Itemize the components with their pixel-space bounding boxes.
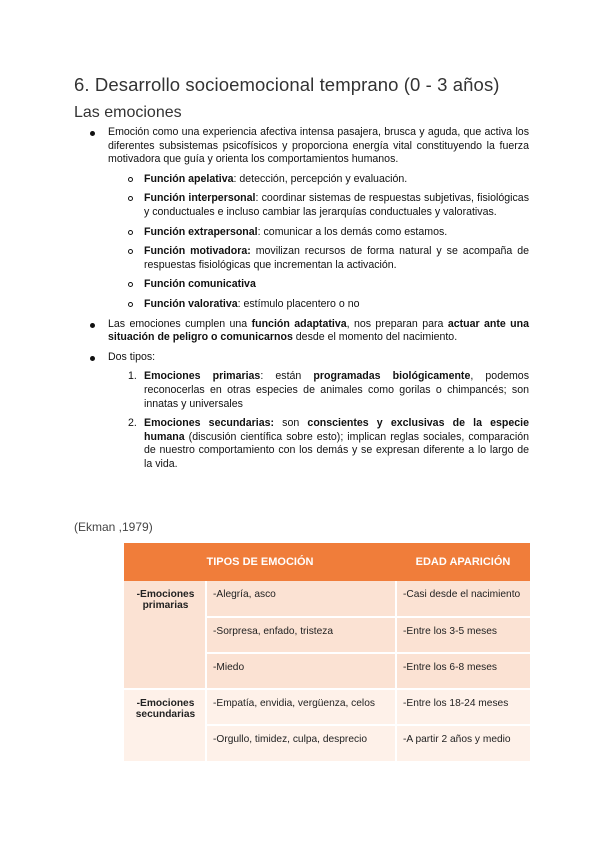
bullet-funcion-adaptativa: Las emociones cumplen una función adaptativa, nos preparan para actuar ante una situación de peligro o comunicarnos desde el momento del nacimiento. bbox=[74, 318, 529, 345]
funcion-item: Función comunicativa bbox=[74, 278, 529, 292]
table-cell-edad: -Entre los 18-24 meses bbox=[396, 689, 530, 725]
table-row bbox=[124, 689, 530, 725]
table-cell-emocion: -Sorpresa, enfado, tristeza bbox=[206, 617, 396, 653]
bullet-dos-tipos: Dos tipos: bbox=[74, 351, 529, 365]
funcion-item: Función apelativa: detección, percepción y evaluación. bbox=[74, 173, 529, 187]
tipo-item: 2. Emociones secundarias: son conscientes y exclusivas de la especie humana (discusión científica sobre esto); implican reglas sociales, comparación de nuestro comportamiento con los demás y se expresan diferente a lo largo de la vida. bbox=[128, 417, 529, 470]
circle-bullet-icon bbox=[128, 249, 133, 254]
bullet-icon bbox=[90, 131, 95, 136]
funcion-item: Función interpersonal: coordinar sistemas de respuestas subjetivas, fisiológicas y conductuales e incluso cambiar las jerarquías conductuales y valorativas. bbox=[74, 192, 529, 219]
table-cell-primarias: -Emociones primarias bbox=[124, 581, 206, 689]
table-cell-emocion: -Miedo bbox=[206, 653, 396, 689]
table-header-row bbox=[124, 543, 530, 581]
table-header-edad: EDAD APARICIÓN bbox=[396, 543, 530, 581]
table-cell-emocion: -Orgullo, timidez, culpa, desprecio bbox=[206, 725, 396, 761]
citation: (Ekman ,1979) bbox=[74, 520, 153, 534]
table-header-tipos: TIPOS DE EMOCIÓN bbox=[124, 543, 396, 581]
circle-bullet-icon bbox=[128, 196, 133, 201]
funcion-item: Función valorativa: estímulo placentero o no bbox=[74, 298, 529, 312]
table-cell-edad: -A partir 2 años y medio bbox=[396, 725, 530, 761]
funcion-item: Función motivadora: movilizan recursos de forma natural y se acompaña de respuestas fisiológicas que incrementan la activación. bbox=[74, 245, 529, 272]
emotion-table bbox=[124, 543, 530, 761]
table-cell-emocion: -Empatía, envidia, vergüenza, celos bbox=[206, 689, 396, 725]
bullet-icon bbox=[90, 356, 95, 361]
circle-bullet-icon bbox=[128, 282, 133, 287]
table-cell-edad: -Casi desde el nacimiento bbox=[396, 581, 530, 617]
table-cell-edad: -Entre los 6-8 meses bbox=[396, 653, 530, 689]
table-row bbox=[124, 581, 530, 617]
bullet-icon bbox=[90, 323, 95, 328]
table-cell-edad: -Entre los 3-5 meses bbox=[396, 617, 530, 653]
circle-bullet-icon bbox=[128, 177, 133, 182]
section-subheading: Las emociones bbox=[74, 104, 182, 121]
bullet-definition: Emoción como una experiencia afectiva intensa pasajera, brusca y aguda, que activa los diferentes subsistemas psicofísicos y proporciona energía vital constituyendo la fuerza motivadora que guía y orienta los comportamientos humanos. bbox=[74, 126, 529, 167]
tipo-item: 1. Emociones primarias: están programadas biológicamente, podemos reconocerlas en otras especies de animales como gorilas o chimpancés; son innatas y universales bbox=[128, 370, 529, 410]
circle-bullet-icon bbox=[128, 302, 133, 307]
body-text bbox=[74, 126, 529, 477]
circle-bullet-icon bbox=[128, 230, 133, 235]
table-cell-emocion: -Alegría, asco bbox=[206, 581, 396, 617]
table-cell-secundarias: -Emociones secundarias bbox=[124, 689, 206, 761]
section-heading: 6. Desarrollo socioemocional temprano (0 - 3 años) bbox=[74, 74, 500, 95]
funcion-item: Función extrapersonal: comunicar a los demás como estamos. bbox=[74, 226, 529, 240]
